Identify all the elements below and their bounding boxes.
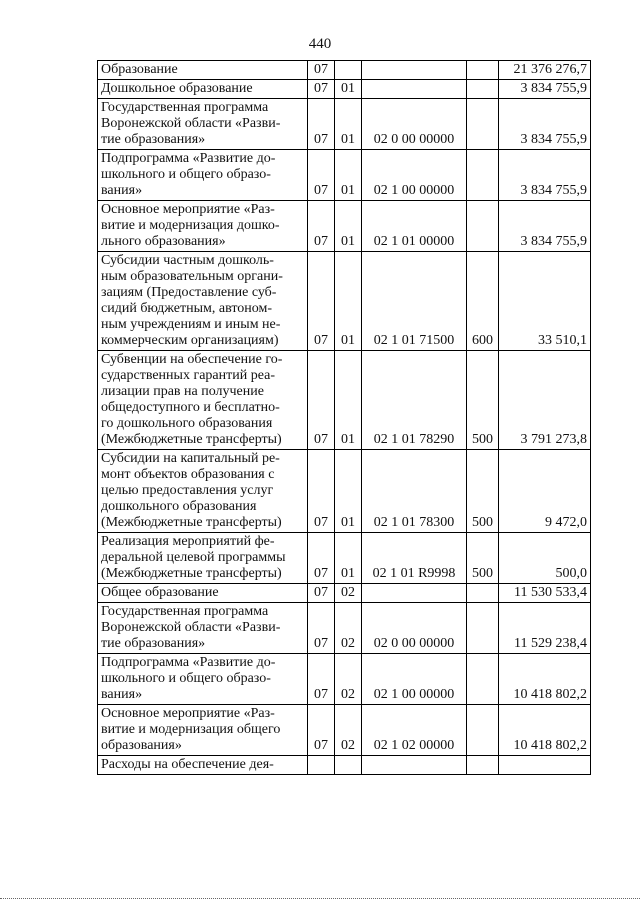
table-body (98, 61, 591, 775)
row-name-line: (Межбюджетные трансферты) (101, 432, 282, 447)
subsection-code-cell: 01 (335, 252, 362, 351)
target-article-cell (362, 584, 467, 603)
expense-type-cell: 500 (467, 351, 499, 450)
target-article-cell: 02 1 00 00000 (362, 150, 467, 201)
row-name-line: сидий бюджетным, автоном- (101, 301, 273, 316)
target-article-cell: 02 0 00 00000 (362, 603, 467, 654)
amount-cell: 11 529 238,4 (499, 603, 591, 654)
target-article-cell: 02 1 00 00000 (362, 654, 467, 705)
expense-type-cell: 500 (467, 450, 499, 533)
expense-type-cell (467, 584, 499, 603)
subsection-code-cell: 02 (335, 584, 362, 603)
target-article-cell (362, 80, 467, 99)
amount-cell: 11 530 533,4 (499, 584, 591, 603)
row-name-line: вания» (101, 183, 143, 198)
amount-cell: 33 510,1 (499, 252, 591, 351)
row-name-line: Воронежской области «Разви- (101, 620, 281, 635)
row-name-line: ным учреждениям и иным не- (101, 317, 281, 332)
section-code-cell: 07 (308, 150, 335, 201)
table-row (98, 252, 591, 351)
row-name-line: школьного и общего образо- (101, 671, 271, 686)
row-name-line: целью предоставления услуг (101, 483, 274, 498)
row-name-line: Государственная программа (101, 100, 269, 115)
amount-cell: 500,0 (499, 533, 591, 584)
row-name-line: монт объектов образования с (101, 467, 275, 482)
section-code-cell: 07 (308, 705, 335, 756)
section-code-cell: 07 (308, 61, 335, 80)
amount-cell: 3 834 755,9 (499, 150, 591, 201)
expense-type-cell (467, 654, 499, 705)
table-row (98, 705, 591, 756)
target-article-cell: 02 1 02 00000 (362, 705, 467, 756)
section-code-cell: 07 (308, 80, 335, 99)
row-name-line: коммерческим организациям) (101, 333, 279, 348)
row-name-cell (98, 705, 308, 756)
row-name-line: Основное мероприятие «Раз- (101, 706, 275, 721)
amount-cell: 10 418 802,2 (499, 705, 591, 756)
target-article-cell: 02 1 01 78290 (362, 351, 467, 450)
table-row (98, 150, 591, 201)
budget-table (97, 60, 591, 775)
target-article-cell: 02 1 01 78300 (362, 450, 467, 533)
amount-cell: 3 834 755,9 (499, 80, 591, 99)
row-name-line: Субсидии частным дошколь- (101, 253, 274, 268)
section-code-cell: 07 (308, 351, 335, 450)
row-name-line: общедоступного и бесплатно- (101, 400, 280, 415)
row-name-line: Основное мероприятие «Раз- (101, 202, 275, 217)
subsection-code-cell: 02 (335, 603, 362, 654)
section-code-cell: 07 (308, 533, 335, 584)
row-name-line: тие образования» (101, 132, 206, 147)
subsection-code-cell: 01 (335, 450, 362, 533)
row-name-line: Реализация мероприятий фе- (101, 534, 275, 549)
table-row (98, 201, 591, 252)
subsection-code-cell: 01 (335, 150, 362, 201)
row-name-line: витие и модернизация общего (101, 722, 281, 737)
expense-type-cell (467, 61, 499, 80)
target-article-cell: 02 1 01 R9998 (362, 533, 467, 584)
subsection-code-cell: 01 (335, 99, 362, 150)
row-name-line: Образование (101, 62, 178, 77)
row-name-line: Воронежской области «Разви- (101, 116, 281, 131)
row-name-cell (98, 584, 308, 603)
section-code-cell (308, 756, 335, 775)
table-row (98, 654, 591, 705)
row-name-line: Подпрограмма «Развитие до- (101, 655, 276, 670)
row-name-line: образования» (101, 738, 182, 753)
target-article-cell (362, 756, 467, 775)
row-name-line: (Межбюджетные трансферты) (101, 566, 282, 581)
section-code-cell: 07 (308, 201, 335, 252)
row-name-line: тие образования» (101, 636, 206, 651)
table-row (98, 756, 591, 775)
subsection-code-cell: 01 (335, 351, 362, 450)
row-name-line: витие и модернизация дошко- (101, 218, 280, 233)
amount-cell (499, 756, 591, 775)
target-article-cell: 02 1 01 71500 (362, 252, 467, 351)
page-number: 440 (308, 36, 332, 52)
row-name-cell (98, 351, 308, 450)
row-name-line: сударственных гарантий реа- (101, 368, 275, 383)
section-code-cell: 07 (308, 450, 335, 533)
expense-type-cell: 600 (467, 252, 499, 351)
row-name-cell (98, 99, 308, 150)
row-name-cell (98, 80, 308, 99)
table-row (98, 351, 591, 450)
row-name-cell (98, 201, 308, 252)
row-name-line: Субвенции на обеспечение го- (101, 352, 283, 367)
section-code-cell: 07 (308, 252, 335, 351)
section-code-cell: 07 (308, 654, 335, 705)
expense-type-cell (467, 705, 499, 756)
target-article-cell (362, 61, 467, 80)
amount-cell: 10 418 802,2 (499, 654, 591, 705)
row-name-line: го дошкольного образования (101, 416, 273, 431)
expense-type-cell (467, 201, 499, 252)
target-article-cell: 02 1 01 00000 (362, 201, 467, 252)
amount-cell: 9 472,0 (499, 450, 591, 533)
table-row (98, 584, 591, 603)
subsection-code-cell: 01 (335, 80, 362, 99)
row-name-line: школьного и общего образо- (101, 167, 271, 182)
section-code-cell: 07 (308, 603, 335, 654)
expense-type-cell (467, 99, 499, 150)
subsection-code-cell: 01 (335, 533, 362, 584)
row-name-line: (Межбюджетные трансферты) (101, 515, 282, 530)
section-code-cell: 07 (308, 99, 335, 150)
row-name-line: Расходы на обеспечение дея- (101, 757, 274, 772)
table-row (98, 99, 591, 150)
row-name-line: Государственная программа (101, 604, 269, 619)
row-name-line: дошкольного образования (101, 499, 257, 514)
row-name-line: Дошкольное образование (101, 81, 253, 96)
expense-type-cell (467, 80, 499, 99)
table-row (98, 80, 591, 99)
subsection-code-cell: 02 (335, 705, 362, 756)
row-name-cell (98, 756, 308, 775)
row-name-line: Субсидии на капитальный ре- (101, 451, 280, 466)
row-name-cell (98, 450, 308, 533)
expense-type-cell (467, 603, 499, 654)
row-name-line: лизации прав на получение (101, 384, 264, 399)
amount-cell: 3 834 755,9 (499, 201, 591, 252)
table-row (98, 603, 591, 654)
row-name-line: Подпрограмма «Развитие до- (101, 151, 276, 166)
amount-cell: 3 791 273,8 (499, 351, 591, 450)
expense-type-cell (467, 150, 499, 201)
table-row (98, 450, 591, 533)
target-article-cell: 02 0 00 00000 (362, 99, 467, 150)
subsection-code-cell: 02 (335, 654, 362, 705)
section-code-cell: 07 (308, 584, 335, 603)
row-name-cell (98, 61, 308, 80)
row-name-cell (98, 252, 308, 351)
table-row (98, 533, 591, 584)
subsection-code-cell (335, 756, 362, 775)
row-name-cell (98, 654, 308, 705)
bottom-rule (0, 898, 640, 900)
amount-cell: 3 834 755,9 (499, 99, 591, 150)
row-name-line: деральной целевой программы (101, 550, 286, 565)
amount-cell: 21 376 276,7 (499, 61, 591, 80)
table-row (98, 61, 591, 80)
row-name-line: Общее образование (101, 585, 219, 600)
subsection-code-cell (335, 61, 362, 80)
row-name-line: зациям (Предоставление суб- (101, 285, 277, 300)
row-name-cell (98, 603, 308, 654)
expense-type-cell (467, 756, 499, 775)
subsection-code-cell: 01 (335, 201, 362, 252)
row-name-line: льного образования» (101, 234, 226, 249)
row-name-line: ным образовательным органи- (101, 269, 283, 284)
expense-type-cell: 500 (467, 533, 499, 584)
row-name-cell (98, 533, 308, 584)
row-name-cell (98, 150, 308, 201)
row-name-line: вания» (101, 687, 143, 702)
